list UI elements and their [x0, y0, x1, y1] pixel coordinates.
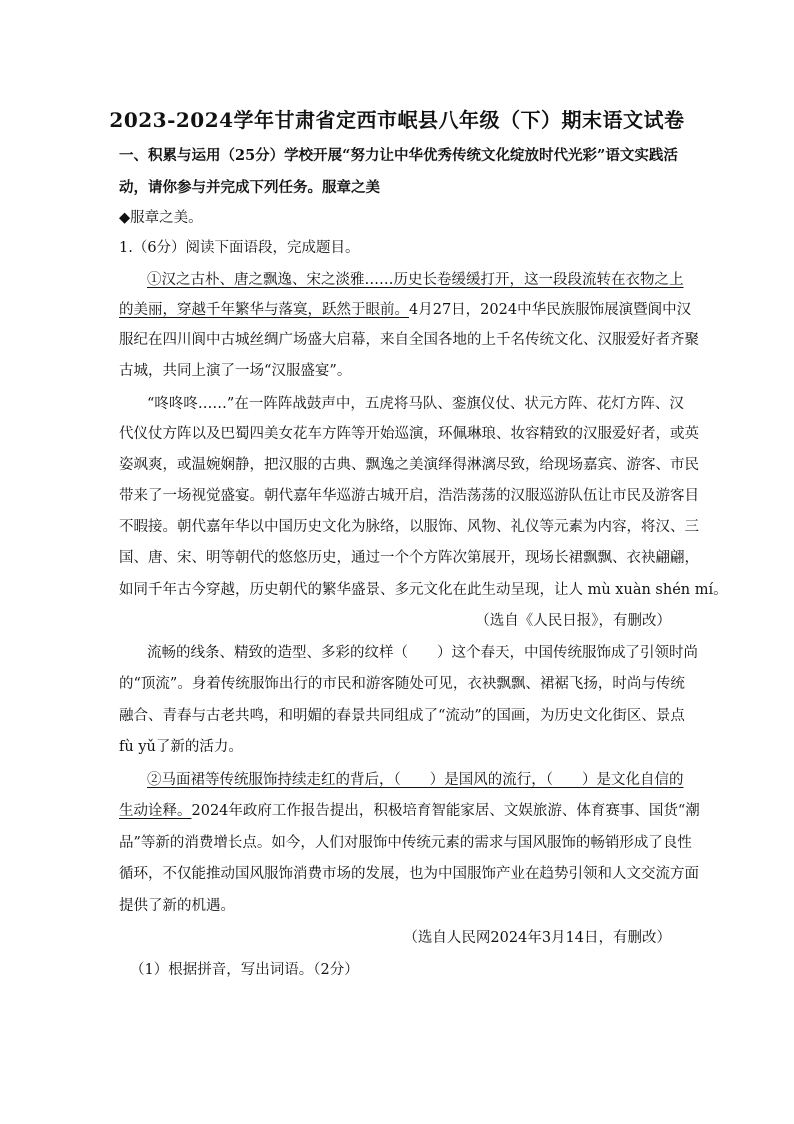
- para2-source: （选自《人民日报》，有删改）: [475, 613, 671, 629]
- underlined-sentence-1b: 的美丽，穿越千年繁华与落寞，跃然于眼前。: [119, 302, 409, 318]
- para1-line-2-rest: 4月27日，2024中华民族服饰展演暨阆中汉: [409, 302, 692, 318]
- para4-line-2-rest: 2024年政府工作报告提出，积极培育智能家居、文娱旅游、体育赛事、国货“潮: [191, 803, 700, 819]
- para2-line-4: 带来了一场视觉盛宴。朝代嘉年华巡游古城开启，浩浩荡荡的汉服巡游队伍让市民及游客目: [119, 488, 699, 504]
- underlined-sentence-2a: 马面裙等传统服饰持续走红的背后，（ ）是国风的流行，（ ）是文化自信的: [161, 772, 684, 788]
- para2-line-2: 代仪仗方阵以及巴蜀四美女花车方阵等开始巡演，环佩琳琅、妆容精致的汉服爱好者，或英: [119, 426, 699, 442]
- para4-line-4: 循环，不仅能推动国风服饰消费市场的发展，也为中国服饰产业在趋势引领和人文交流方面: [119, 866, 699, 882]
- para2-line-3: 姿飒爽，或温婉娴静，把汉服的古典、飘逸之美演绎得淋漓尽致，给现场嘉宾、游客、市民: [119, 457, 699, 473]
- page-title: 2023-2024学年甘肃省定西市岷县八年级（下）期末语文试卷: [109, 108, 685, 132]
- para4-line-5: 提供了新的机遇。: [119, 898, 235, 914]
- para3-line-4: fù yǔ了新的活力。: [119, 739, 243, 755]
- para3-line-1: 流畅的线条、精致的造型、多彩的纹样（ ）这个春天，中国传统服饰成了引领时尚: [147, 645, 698, 661]
- para4-line-1: [147, 770, 684, 790]
- para3-line-2: 的“顶流”。身着传统服饰出行的市民和游客随处可见，衣袂飘飘、裙裾飞扬，时尚与传统: [119, 676, 685, 692]
- para1-line-3: 服纪在四川阆中古城丝绸广场盛大启幕，来自全国各地的上千名传统文化、汉服爱好者齐聚: [119, 332, 699, 348]
- subquestion-1: （1）根据拼音，写出词语。（2分）: [130, 962, 359, 978]
- circled-number-2: ②: [147, 772, 162, 788]
- circled-number-1: ①: [147, 272, 162, 288]
- para4-line-2: [119, 801, 700, 821]
- para1-line-1: [147, 270, 684, 290]
- para2-line-7: 如同千年古今穿越，历史朝代的繁华盛景、多元文化在此生动呈现，让人 mù xuàn shén mí。: [119, 582, 728, 598]
- section-heading-line-1: 一、积累与运用（25分）学校开展“努力让中华优秀传统文化绽放时代光彩”语文实践活: [119, 147, 678, 164]
- para2-line-1: “咚咚咚……”在一阵阵战鼓声中，五虎将马队、銮旗仪仗、状元方阵、花灯方阵、汉: [147, 396, 684, 412]
- underlined-sentence-1a: 汉之古朴、唐之飘逸、宋之淡雅……历史长卷缓缓打开，这一段段流转在衣物之上: [161, 272, 684, 288]
- para1-line-4: 古城，共同上演了一场“汉服盛宴”。: [119, 363, 352, 379]
- para2-line-6: 国、唐、宋、明等朝代的悠悠历史，通过一个个方阵次第展开，现场长裙飘飘、衣袂翩翩，: [119, 550, 699, 566]
- para1-line-2: [119, 300, 692, 320]
- para4-source: （选自人民网2024年3月14日，有删改）: [403, 930, 671, 946]
- underlined-sentence-2b: 生动诠释。: [119, 803, 192, 819]
- subheading: ◆服章之美。: [119, 210, 203, 226]
- question-1: 1.（6分）阅读下面语段，完成题目。: [119, 240, 360, 256]
- para3-line-3: 融合、青春与古老共鸣，和明媚的春景共同组成了“流动”的国画，为历史文化街区、景点: [119, 708, 685, 724]
- para4-line-3: 品”等新的消费增长点。如今，人们对服饰中传统元素的需求与国风服饰的畅销形成了良性: [119, 835, 692, 851]
- section-heading-line-2: 动，请你参与并完成下列任务。服章之美: [119, 179, 380, 196]
- para2-line-5: 不暇接。朝代嘉年华以中国历史文化为脉络，以服饰、风物、礼仪等元素为内容，将汉、三: [119, 519, 699, 535]
